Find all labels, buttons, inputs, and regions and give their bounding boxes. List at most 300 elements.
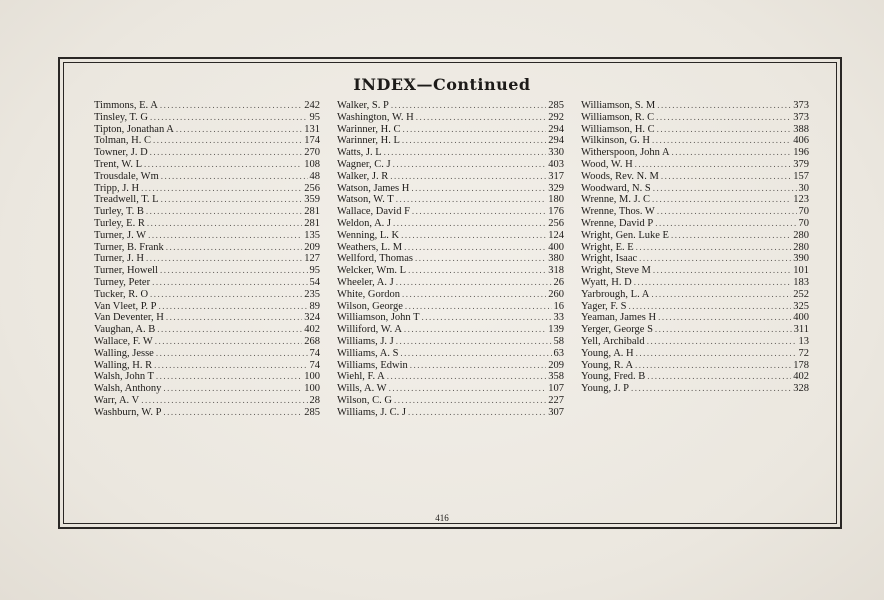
index-entry [337,100,564,112]
index-entry [581,206,809,218]
entry-name: Walling, Jesse [94,347,154,359]
index-entry [581,230,809,242]
entry-name: Wrenne, M. J. C [581,194,650,206]
entry-name: Tipton, Jonathan A [94,123,174,135]
entry-name: Young, J. P [581,383,629,395]
entry-name: Walsh, John T [94,371,154,383]
entry-name: Wyatt, H. D [581,276,632,288]
entry-name: Yell, Archibald [581,335,645,347]
dot-leader [635,159,792,171]
entry-page: 124 [548,229,564,241]
dot-leader [157,324,302,336]
entry-name: Timmons, E. A [94,100,158,111]
entry-name: Turner, B. Frank [94,241,164,253]
index-entry [337,289,564,301]
index-entry [581,159,809,171]
entry-name: Turley, T. B [94,206,144,218]
entry-page: 379 [793,158,809,170]
entry-page: 235 [304,288,320,300]
entry-name: Young, Fred. B [581,371,646,383]
entry-page: 390 [793,253,809,265]
dot-leader [393,218,546,230]
entry-page: 402 [304,324,320,336]
entry-page: 307 [548,406,564,418]
entry-page: 180 [548,194,564,206]
entry-page: 402 [793,371,809,383]
entry-name: Wilkinson, G. H [581,135,650,147]
entry-page: 33 [553,312,564,324]
entry-page: 72 [798,347,809,359]
index-entry [581,135,809,147]
entry-page: 108 [304,158,320,170]
entry-name: Yager, F. S [581,300,627,312]
entry-page: 388 [793,123,809,135]
dot-leader [141,183,302,195]
index-column-1 [94,100,320,419]
dot-leader [412,206,546,218]
index-entry [337,206,564,218]
page-number: 416 [435,513,449,523]
entry-name: Wheeler, A. J [337,276,394,288]
dot-leader [402,135,546,147]
entry-name: Williamson, H. C [581,123,655,135]
index-entry [337,124,564,136]
index-entry [94,277,320,289]
index-entry [581,242,809,254]
dot-leader [653,183,797,195]
entry-name: Watts, J. L [337,147,382,159]
index-entry [337,312,564,324]
index-entry [337,253,564,265]
entry-page: 74 [309,347,320,359]
entry-page: 256 [304,182,320,194]
dot-leader [408,265,546,277]
dot-leader [635,360,791,372]
dot-leader [394,395,546,407]
entry-name: Watson, W. T [337,194,394,206]
index-entry [94,253,320,265]
index-entry [337,348,564,360]
entry-page: 270 [304,147,320,159]
index-entry [94,112,320,124]
entry-page: 380 [548,253,564,265]
index-entry [94,324,320,336]
index-entry [581,360,809,372]
dot-leader [411,183,546,195]
entry-page: 328 [793,383,809,395]
dot-leader [393,159,547,171]
dot-leader [384,147,547,159]
entry-name: Washington, W. H [337,111,414,123]
entry-page: 280 [793,241,809,253]
dot-leader [150,147,303,159]
dot-leader [176,124,302,136]
dot-leader [634,277,792,289]
entry-page: 252 [793,288,809,300]
index-entry [337,265,564,277]
entry-name: Wills, A. W [337,383,387,395]
dot-leader [154,360,307,372]
dot-leader [160,265,308,277]
dot-leader [387,371,547,383]
entry-name: Welcker, Wm. L [337,265,407,277]
entry-name: Watson, James H [337,182,410,194]
dot-leader [163,407,302,419]
dot-leader [647,371,791,383]
dot-leader [147,218,302,230]
entry-name: Treadwell, T. L [94,194,159,206]
entry-name: Tucker, R. O [94,288,149,300]
entry-name: Wenning, L. K [337,229,400,241]
entry-page: 268 [304,335,320,347]
entry-name: Yerger, George S [581,324,653,336]
entry-page: 48 [309,170,320,182]
entry-page: 70 [798,217,809,229]
index-entry [94,194,320,206]
entry-page: 324 [304,312,320,324]
index-entry [94,147,320,159]
index-entry [94,360,320,372]
dot-leader [658,312,791,324]
dot-leader [636,348,797,360]
dot-leader [639,253,791,265]
dot-leader [400,348,551,360]
index-entry [337,324,564,336]
index-entry [337,147,564,159]
dot-leader [652,194,791,206]
dot-leader [155,336,302,348]
entry-name: Wilson, C. G [337,394,392,406]
entry-page: 373 [793,100,809,111]
entry-name: Young, R. A [581,359,634,371]
index-entry [337,218,564,230]
index-entry [94,301,320,313]
entry-page: 54 [309,276,320,288]
entry-name: Towner, J. D [94,147,148,159]
dot-leader [146,253,302,265]
entry-name: Williams, J. C. J [337,406,406,418]
dot-leader [402,124,546,136]
dot-leader [671,230,791,242]
dot-leader [152,277,307,289]
entry-name: Washburn, W. P [94,406,162,418]
dot-leader [156,371,302,383]
dot-leader [631,383,791,395]
entry-name: Trent, W. L [94,158,143,170]
dot-leader [653,265,791,277]
entry-name: Warinner, H. C [337,123,401,135]
entry-page: 294 [548,123,564,135]
index-entry [337,230,564,242]
entry-page: 63 [553,347,564,359]
entry-page: 400 [548,241,564,253]
index-entry [94,124,320,136]
dot-leader [163,383,302,395]
dot-leader [401,230,546,242]
entry-page: 95 [309,111,320,123]
index-entry [581,336,809,348]
index-entry [337,407,564,419]
entry-page: 227 [548,394,564,406]
entry-name: Turney, Peter [94,276,151,288]
index-entry [337,301,564,313]
dot-leader [141,395,307,407]
entry-name: Woodward, N. S [581,182,651,194]
index-entry [94,348,320,360]
entry-page: 330 [548,147,564,159]
entry-page: 358 [548,371,564,383]
dot-leader [402,289,546,301]
index-entry [337,360,564,372]
entry-name: Witherspoon, John A [581,147,670,159]
entry-name: Williams, J. J [337,335,394,347]
dot-leader [629,301,792,313]
index-entry [581,312,809,324]
dot-leader [161,194,303,206]
entry-name: Van Deventer, H [94,312,164,324]
dot-leader [422,312,552,324]
dot-leader [652,135,791,147]
entry-name: Wagner, C. J [337,158,391,170]
index-entry [581,218,809,230]
dot-leader [148,230,302,242]
entry-name: Weathers, L. M [337,241,403,253]
index-entry [337,395,564,407]
entry-page: 196 [793,147,809,159]
entry-name: Tripp, J. H [94,182,140,194]
index-entry [94,159,320,171]
index-entry [337,183,564,195]
entry-name: Young, A. H [581,347,634,359]
entry-page: 123 [793,194,809,206]
dot-leader [396,336,552,348]
entry-page: 107 [548,383,564,395]
dot-leader [657,206,797,218]
index-entry [581,253,809,265]
entry-name: Williamson, John T [337,312,420,324]
dot-leader [160,100,302,112]
index-entry [581,124,809,136]
entry-name: Wilson, George [337,300,403,312]
entry-page: 260 [548,288,564,300]
entry-page: 400 [793,312,809,324]
entry-name: Wright, Isaac [581,253,638,265]
dot-leader [655,324,792,336]
dot-leader [391,100,546,112]
dot-leader [656,112,791,124]
entry-page: 285 [548,100,564,111]
entry-page: 100 [304,371,320,383]
dot-leader [410,360,547,372]
entry-name: Wallace, F. W [94,335,153,347]
entry-page: 329 [548,182,564,194]
index-entry [581,265,809,277]
index-entry [337,112,564,124]
index-entry [337,242,564,254]
dot-leader [404,242,546,254]
entry-page: 30 [798,182,809,194]
entry-name: Wright, E. E [581,241,634,253]
entry-page: 311 [793,324,809,336]
entry-page: 285 [304,406,320,418]
dot-leader [144,159,302,171]
entry-page: 100 [304,383,320,395]
index-entry [581,277,809,289]
index-entry [581,383,809,395]
index-column-2 [337,100,564,419]
index-entry [337,159,564,171]
index-entry [94,383,320,395]
entry-page: 131 [304,123,320,135]
entry-name: Walker, S. P [337,100,389,111]
entry-page: 183 [793,276,809,288]
dot-leader [166,312,302,324]
dot-leader [156,348,308,360]
index-entry [581,147,809,159]
entry-page: 74 [309,359,320,371]
index-entry [337,171,564,183]
entry-name: Wallace, David F [337,206,410,218]
index-entry [337,383,564,395]
dot-leader [655,218,796,230]
entry-name: Turner, Howell [94,265,158,277]
entry-page: 16 [553,300,564,312]
entry-page: 13 [798,335,809,347]
index-entry [94,395,320,407]
entry-page: 280 [793,229,809,241]
entry-name: Williford, W. A [337,324,402,336]
entry-page: 256 [548,217,564,229]
index-entry [94,218,320,230]
index-entry [581,289,809,301]
entry-name: Turley, E. R [94,217,145,229]
entry-name: Williamson, R. C [581,111,655,123]
entry-name: Walsh, Anthony [94,383,162,395]
entry-page: 325 [793,300,809,312]
index-entry [94,265,320,277]
dot-leader [153,135,302,147]
dot-leader [405,301,552,313]
entry-name: Van Vleet, P. P [94,300,157,312]
entry-name: Weldon, A. J [337,217,391,229]
entry-page: 28 [309,394,320,406]
index-entry [94,183,320,195]
dot-leader [416,112,547,124]
entry-name: Wiehl, F. A [337,371,385,383]
dot-leader [389,383,547,395]
entry-page: 209 [304,241,320,253]
index-entry [581,112,809,124]
entry-page: 139 [548,324,564,336]
index-entry [581,324,809,336]
index-entry [581,301,809,313]
index-entry [581,171,809,183]
index-entry [94,230,320,242]
entry-page: 70 [798,206,809,218]
entry-page: 58 [553,335,564,347]
dot-leader [415,253,546,265]
entry-name: Trousdale, Wm [94,170,159,182]
entry-name: Wrenne, David P [581,217,654,229]
entry-page: 359 [304,194,320,206]
dot-leader [390,171,546,183]
dot-leader [636,242,792,254]
dot-leader [657,124,792,136]
entry-page: 292 [548,111,564,123]
dot-leader [396,277,552,289]
index-column-3 [581,100,809,395]
entry-name: Yeaman, James H [581,312,657,324]
entry-page: 26 [553,276,564,288]
index-entry [94,371,320,383]
entry-page: 157 [793,170,809,182]
entry-name: Wrenne, Thos. W [581,206,655,218]
entry-name: Yarbrough, L. A [581,288,650,300]
dot-leader [651,289,791,301]
entry-name: Vaughan, A. B [94,324,156,336]
dot-leader [404,324,546,336]
entry-page: 242 [304,100,320,111]
entry-name: Williams, Edwin [337,359,408,371]
entry-name: Wright, Steve M [581,265,651,277]
entry-name: Wellford, Thomas [337,253,413,265]
index-entry [581,348,809,360]
dot-leader [150,289,302,301]
entry-page: 317 [548,170,564,182]
entry-page: 318 [548,265,564,277]
entry-name: Walker, J. R [337,170,389,182]
index-entry [337,277,564,289]
index-entry [581,194,809,206]
entry-name: Tolman, H. C [94,135,152,147]
entry-name: Wood, W. H [581,158,633,170]
page-title: INDEX—Continued [353,75,531,94]
entry-name: Williamson, S. M [581,100,656,111]
entry-name: Turner, J. H [94,253,144,265]
dot-leader [146,206,302,218]
entry-page: 135 [304,229,320,241]
index-entry [94,289,320,301]
entry-page: 281 [304,206,320,218]
entry-name: Woods, Rev. N. M [581,170,659,182]
entry-page: 281 [304,217,320,229]
entry-name: Turner, J. W [94,229,147,241]
index-entry [337,336,564,348]
dot-leader [657,100,791,112]
index-entry [581,183,809,195]
entry-name: Warr, A. V [94,394,140,406]
dot-leader [161,171,308,183]
entry-name: Walling, H. R [94,359,153,371]
index-entry [94,242,320,254]
index-entry [94,206,320,218]
dot-leader [166,242,302,254]
dot-leader [408,407,546,419]
index-entry [94,336,320,348]
entry-page: 294 [548,135,564,147]
index-entry [94,407,320,419]
entry-page: 101 [793,265,809,277]
entry-page: 373 [793,111,809,123]
index-entry [94,135,320,147]
entry-name: Warinner, H. L [337,135,400,147]
entry-page: 406 [793,135,809,147]
index-entry [94,312,320,324]
dot-leader [661,171,791,183]
index-entry [581,100,809,112]
index-entry [337,194,564,206]
index-entry [337,371,564,383]
